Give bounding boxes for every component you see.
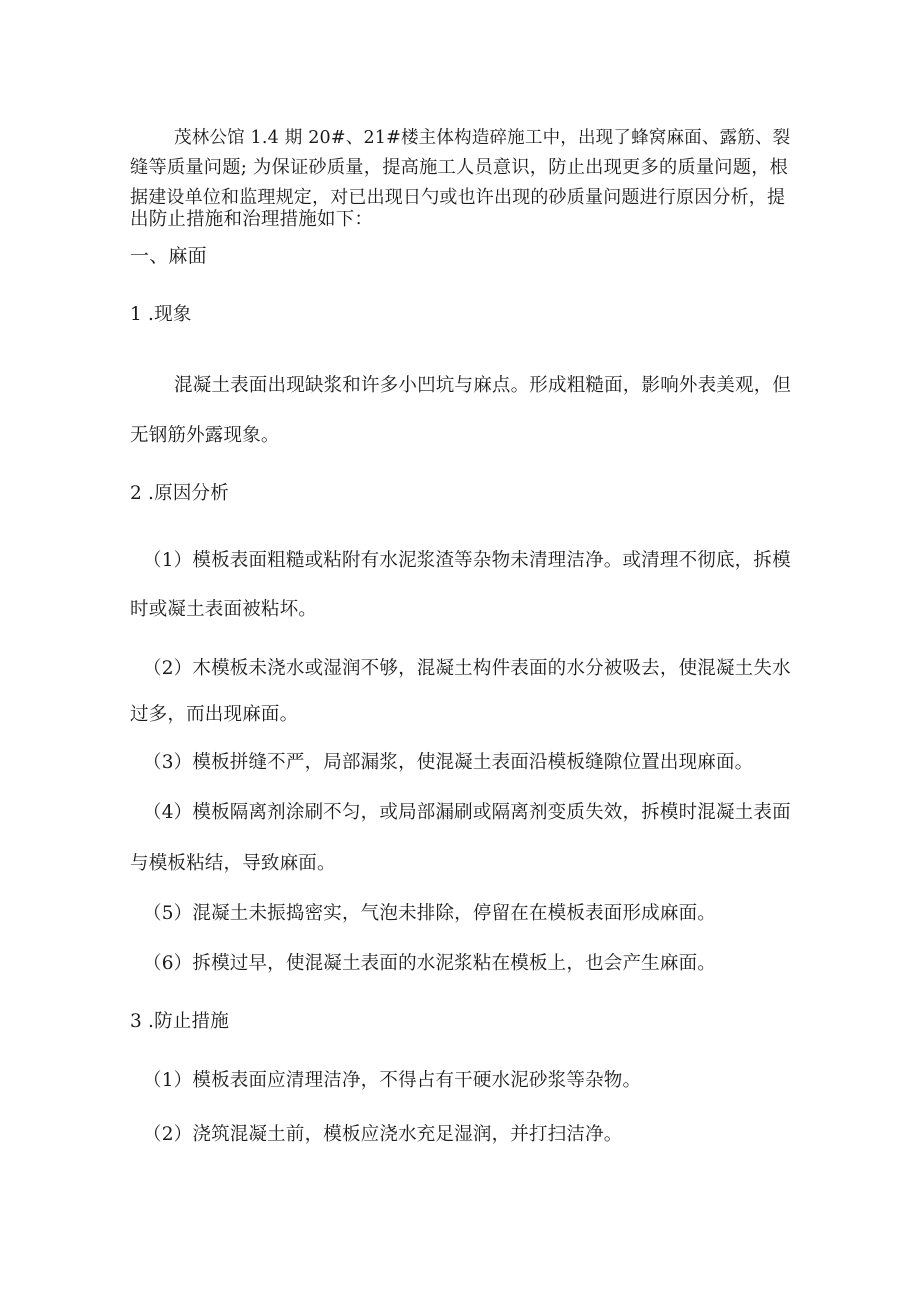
section-heading-mamian: 一、麻面	[130, 245, 207, 267]
cause-item-5: （5）混凝土未振捣密实，气泡未排除，停留在在模板表面形成麻面。	[143, 903, 716, 924]
intro-line-3: 据建设单位和监理规定，对已出现日勺或也许出现的砂质量问题进行原因分析，提	[130, 187, 786, 208]
cause-item-3: （3）模板拼缝不严，局部漏浆，使混凝土表面沿模板缝隙位置出现麻面。	[143, 752, 754, 773]
cause-item-1-line-1: （1）模板表面粗糙或粘附有水泥浆渣等杂物未清理洁净。或清理不彻底，拆模	[143, 550, 791, 571]
phenomenon-line-2: 无钢筋外露现象。	[130, 425, 280, 446]
intro-line-2: 缝等质量问题; 为保证砂质量，提高施工人员意识，防止出现更多的质量问题，根	[130, 157, 789, 178]
subheading-cause-analysis: 2 .原因分析	[130, 483, 229, 504]
cause-item-2-line-2: 过多，而出现麻面。	[130, 704, 299, 725]
cause-item-4-line-1: （4）模板隔离剂涂刷不匀，或局部漏刷或隔离剂变质失效，拆模时混凝土表面	[143, 802, 791, 823]
intro-line-1: 茂林公馆 1.4 期 20#、21#楼主体构造碎施工中，出现了蜂窝麻面、露筋、裂	[174, 128, 791, 148]
intro-line-4: 出防止措施和治理措施如下：	[130, 209, 374, 230]
subheading-prevention: 3 .防止措施	[130, 1011, 229, 1032]
cause-item-6: （6）拆模过早，使混凝土表面的水泥浆粘在模板上，也会产生麻面。	[143, 953, 716, 974]
cause-item-2-line-1: （2）木模板未浇水或湿润不够，混凝土构件表面的水分被吸去，使混凝土失水	[143, 658, 791, 679]
subheading-phenomenon: 1 .现象	[130, 304, 192, 325]
cause-item-1-line-2: 时或凝土表面被粘坏。	[130, 599, 318, 620]
phenomenon-line-1: 混凝土表面出现缺浆和许多小凹坑与麻点。形成粗糙面，影响外表美观，但	[174, 375, 792, 396]
prevention-item-1: （1）模板表面应清理洁净，不得占有干硬水泥砂浆等杂物。	[143, 1070, 642, 1091]
cause-item-4-line-2: 与模板粘结，导致麻面。	[130, 853, 336, 874]
prevention-item-2: （2）浇筑混凝土前，模板应浇水充足湿润，并打扫洁净。	[143, 1124, 623, 1145]
